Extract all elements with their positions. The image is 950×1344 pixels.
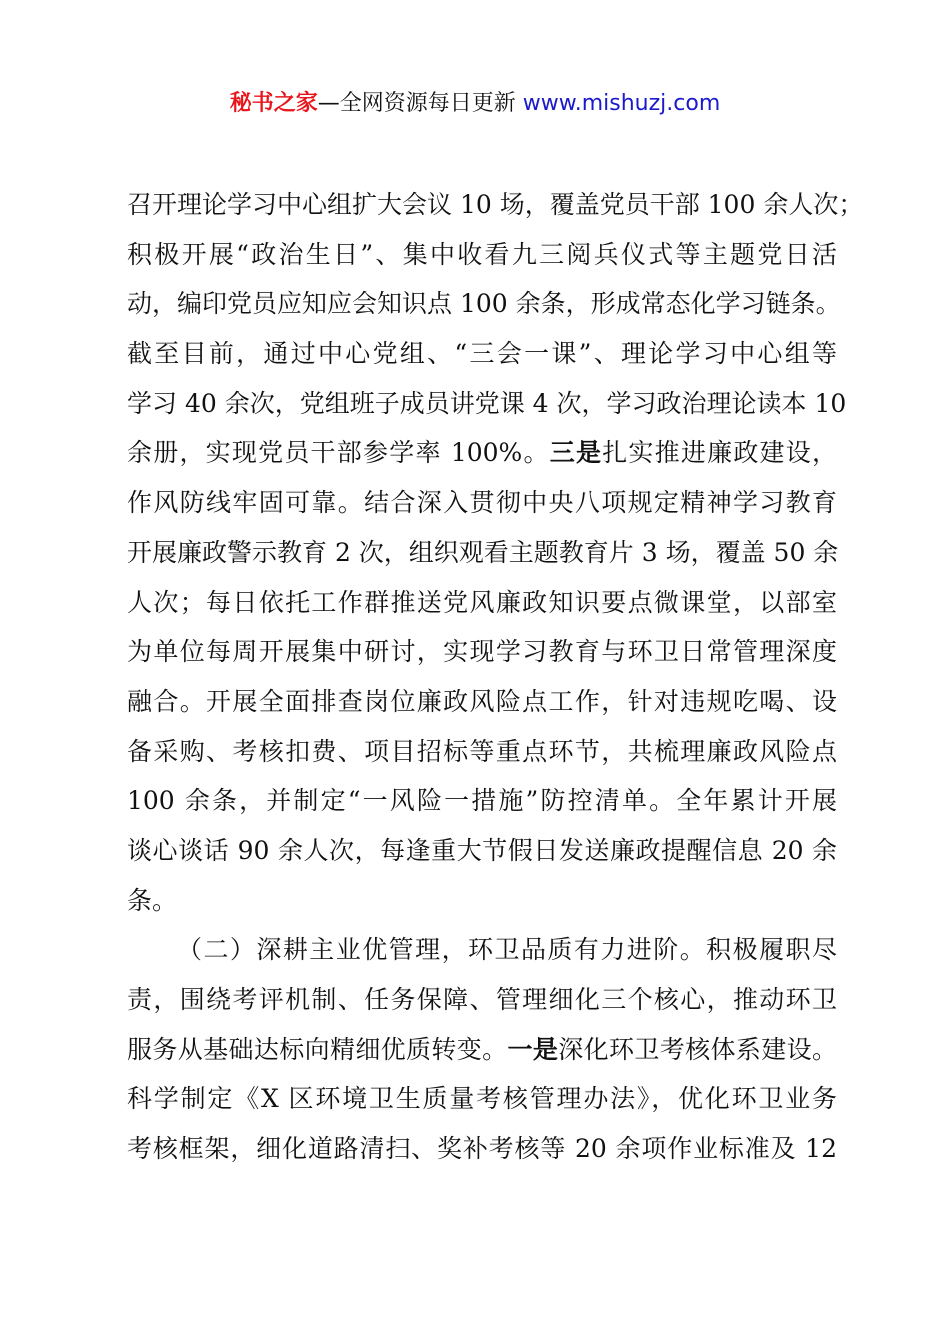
line-text: 余册，实现党员干部参学率 100%。 bbox=[127, 438, 550, 468]
body-text bbox=[127, 180, 864, 1174]
line-text: （二）深耕主业优管理，环卫品质有力进阶。积极履职尽 bbox=[177, 935, 837, 965]
text-line bbox=[127, 627, 837, 677]
line-text: 人次；每日依托工作群推送党风廉政知识要点微课堂，以部室 bbox=[127, 587, 837, 617]
line-text: 责，围绕考评机制、任务保障、管理细化三个核心，推动环卫 bbox=[127, 985, 837, 1014]
line-text: 100 余条，并制定“一风险一措施”防控清单。全年累计开展 bbox=[127, 786, 837, 816]
website-link[interactable]: www.mishuzj.com bbox=[522, 91, 721, 116]
line-text: 作风防线牢固可靠。结合深入贯彻中央八项规定精神学习教育 bbox=[127, 488, 837, 518]
text-line bbox=[127, 279, 841, 329]
text-line bbox=[127, 975, 837, 1025]
line-text: 开展廉政警示教育 2 次，组织观看主题教育片 3 场，覆盖 50 余 bbox=[127, 537, 839, 567]
line-text: 召开理论学习中心组扩大会议 10 场，覆盖党员干部 100 余人次； bbox=[127, 190, 864, 219]
line-text: 条。 bbox=[127, 885, 178, 915]
brand-name: 秘书之家 bbox=[229, 91, 318, 116]
line-text: 备采购、考核扣费、项目招标等重点环节，共梳理廉政风险点 bbox=[127, 736, 837, 766]
text-line bbox=[127, 776, 837, 826]
text-line bbox=[127, 478, 837, 528]
line-text: 截至目前，通过中心党组、“三会一课”、理论学习中心组等 bbox=[127, 339, 837, 369]
line-text: 融合。开展全面排查岗位廉政风险点工作，针对违规吃喝、设 bbox=[127, 686, 837, 716]
bold-marker: 一是 bbox=[507, 1034, 559, 1064]
text-line bbox=[127, 230, 837, 280]
text-line bbox=[127, 180, 864, 230]
text-line bbox=[127, 329, 837, 379]
line-text: 科学制定《X 区环境卫生质量考核管理办法》，优化环卫业务 bbox=[127, 1084, 837, 1114]
line-text: 扎实推进廉政建设， bbox=[602, 438, 837, 468]
line-text: 考核框架，细化道路清扫、奖补考核等 20 余项作业标准及 12 bbox=[127, 1134, 837, 1164]
bold-marker: 三是 bbox=[549, 438, 603, 468]
text-line bbox=[127, 578, 837, 628]
text-line bbox=[127, 379, 847, 429]
text-line bbox=[127, 677, 837, 727]
line-text: 服务从基础达标向精细优质转变。 bbox=[127, 1034, 508, 1064]
section-heading-line bbox=[127, 925, 837, 975]
text-line bbox=[127, 727, 837, 777]
line-text: 学习 40 余次，党组班子成员讲党课 4 次，学习政治理论读本 10 bbox=[127, 388, 847, 418]
text-line bbox=[127, 876, 837, 926]
text-line bbox=[127, 1025, 837, 1075]
text-line bbox=[127, 826, 837, 876]
page-header bbox=[0, 86, 950, 122]
text-line bbox=[127, 1074, 837, 1124]
header-slogan: —全网资源每日更新 bbox=[317, 91, 523, 116]
line-text: 积极开展“政治生日”、集中收看九三阅兵仪式等主题党日活 bbox=[127, 239, 837, 269]
text-line bbox=[127, 428, 837, 478]
line-text: 动，编印党员应知应会知识点 100 余条，形成常态化学习链条。 bbox=[127, 289, 841, 319]
line-text: 为单位每周开展集中研讨，实现学习教育与环卫日常管理深度 bbox=[127, 637, 837, 667]
line-text: 深化环卫考核体系建设。 bbox=[558, 1034, 837, 1064]
text-line bbox=[127, 528, 837, 578]
text-line bbox=[127, 1124, 837, 1174]
line-text: 谈心谈话 90 余人次，每逢重大节假日发送廉政提醒信息 20 余 bbox=[127, 835, 837, 865]
